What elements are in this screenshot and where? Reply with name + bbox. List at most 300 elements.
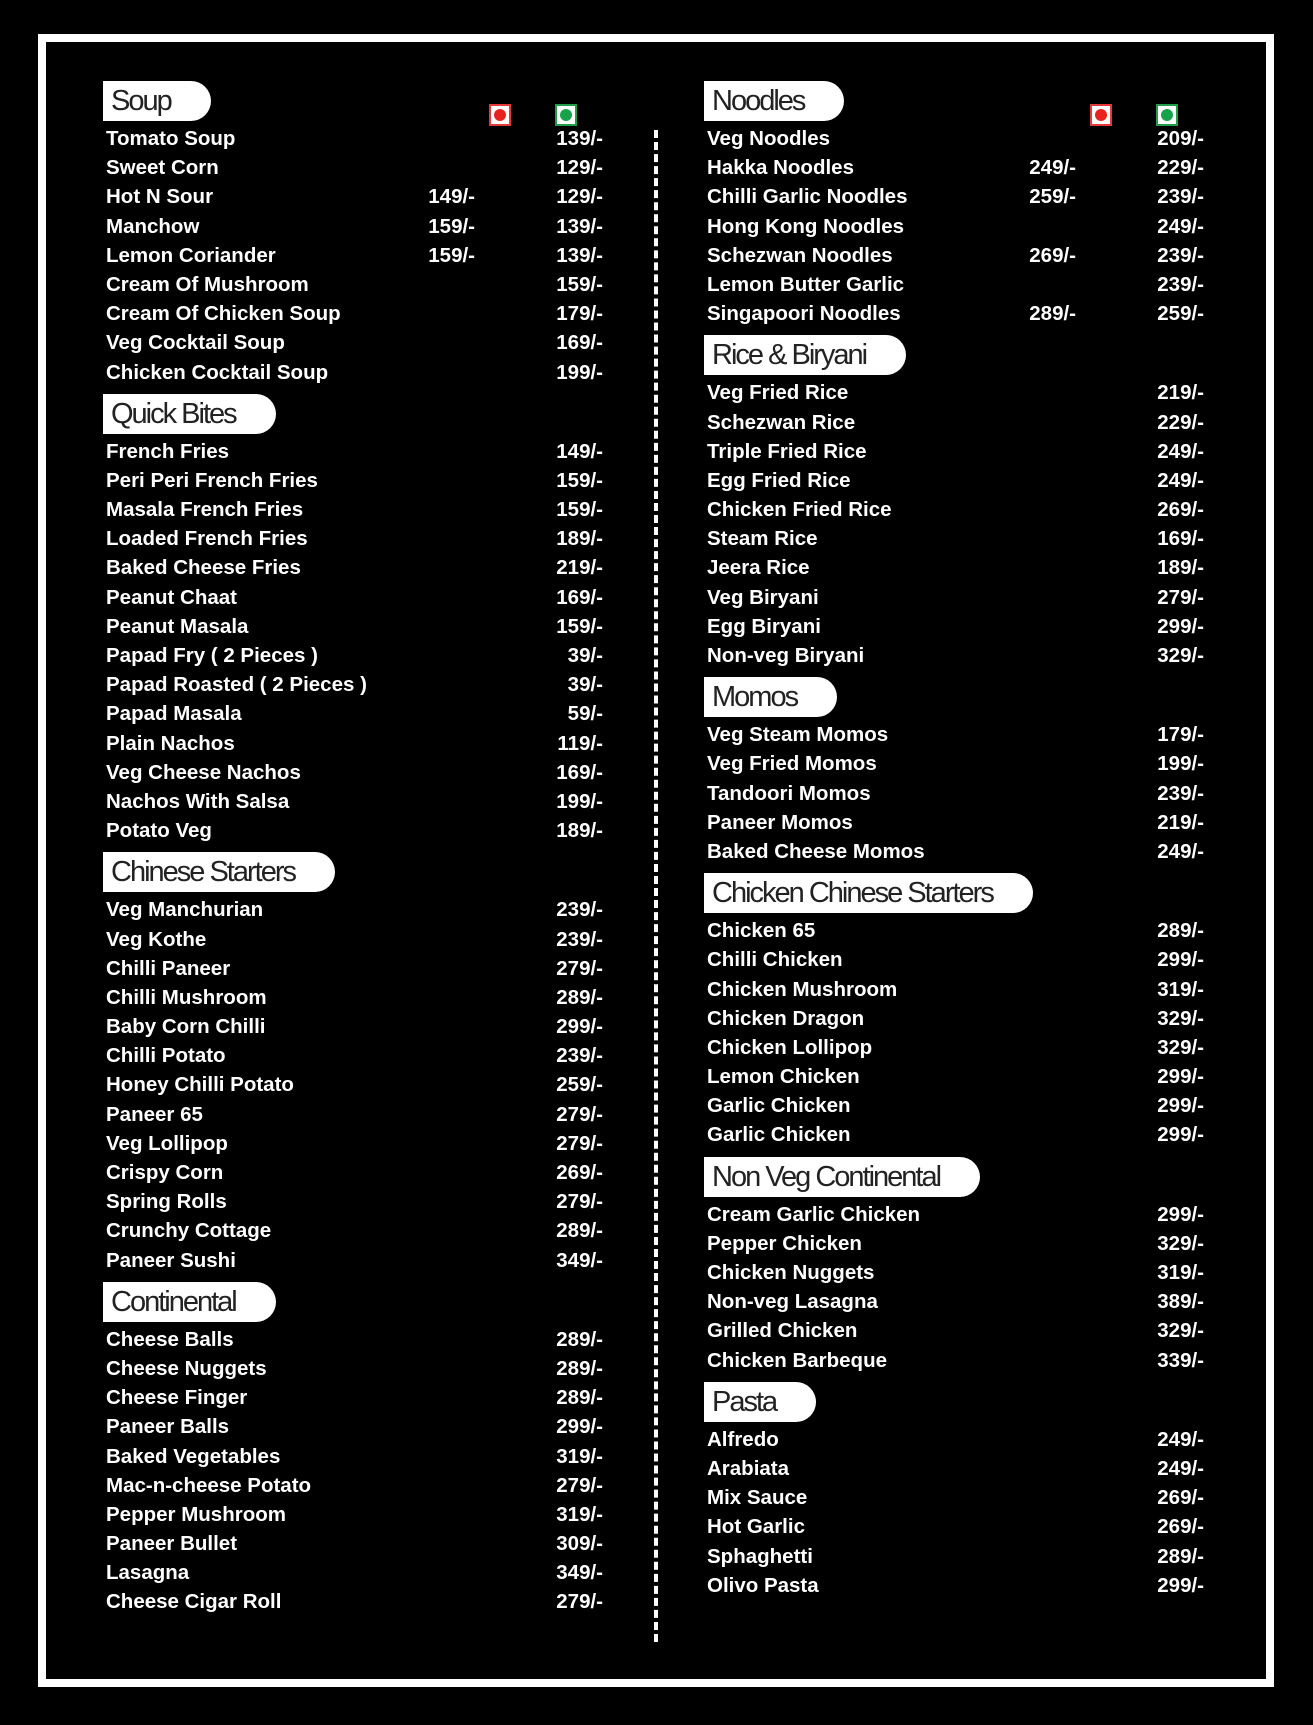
item-price-veg: 199/-: [556, 789, 603, 813]
menu-item: [704, 612, 1204, 641]
item-price-veg: 299/-: [556, 1415, 603, 1439]
item-name: Garlic Chicken: [707, 1094, 851, 1118]
item-price-veg: 289/-: [556, 1219, 603, 1243]
item-name: Non-veg Biryani: [707, 644, 865, 667]
item-price-veg: 159/-: [556, 272, 603, 296]
menu-item: [103, 1471, 603, 1500]
item-name: French Fries: [106, 439, 230, 463]
item-price-veg: 289/-: [556, 1356, 603, 1380]
item-name: Mix Sauce: [707, 1486, 808, 1510]
menu-item: [704, 945, 1204, 974]
menu-item: [704, 524, 1204, 553]
item-name: Chicken Cocktail Soup: [106, 360, 329, 384]
menu-item: [704, 1033, 1204, 1062]
menu-item: [103, 729, 603, 758]
menu-item: [103, 1158, 603, 1187]
item-name: Triple Fried Rice: [707, 439, 867, 463]
item-price-veg: 249/-: [1157, 214, 1204, 238]
item-price-veg: 279/-: [556, 1131, 603, 1155]
item-price-veg: 169/-: [1157, 527, 1204, 551]
menu-item: [704, 808, 1204, 837]
item-price-veg: 179/-: [1157, 723, 1204, 747]
item-name: Garlic Chicken: [707, 1123, 851, 1147]
item-name: Spring Rolls: [106, 1190, 227, 1214]
menu-item: [103, 670, 603, 699]
item-name: Cream Garlic Chicken: [707, 1202, 921, 1226]
item-name: Alfredo: [707, 1427, 779, 1451]
item-price-veg: 279/-: [556, 1102, 603, 1126]
nonveg-marker-icon: [1090, 104, 1112, 126]
item-name: Jeera Rice: [707, 556, 810, 580]
item-price-veg: 349/-: [556, 1248, 603, 1272]
item-price-veg: 249/-: [1157, 468, 1204, 492]
item-price-veg: 299/-: [1157, 1094, 1204, 1118]
item-name: Chicken Lollipop: [707, 1035, 873, 1059]
item-name: Chicken 65: [707, 919, 816, 943]
menu-item: [704, 749, 1204, 778]
menu-item: [704, 299, 1204, 328]
item-name: Veg Cocktail Soup: [106, 331, 285, 355]
item-name: Paneer Balls: [106, 1415, 230, 1439]
category-title: Noodles: [704, 81, 844, 121]
item-name: Veg Steam Momos: [707, 723, 889, 747]
menu-item: [704, 1454, 1204, 1483]
item-price-veg: 169/-: [556, 760, 603, 784]
item-price-veg: 299/-: [1157, 948, 1204, 972]
menu-item: [103, 524, 603, 553]
item-price-veg: 269/-: [556, 1161, 603, 1184]
item-name: Chicken Barbeque: [707, 1348, 887, 1372]
item-price-veg: 249/-: [1157, 839, 1204, 863]
item-name: Masala French Fries: [106, 498, 304, 522]
item-name: Veg Fried Momos: [707, 752, 877, 776]
item-name: Hakka Noodles: [707, 156, 854, 180]
item-price-veg: 289/-: [556, 1327, 603, 1351]
item-name: Chilli Garlic Noodles: [707, 185, 908, 209]
menu-item: [704, 1287, 1204, 1316]
item-price-veg: 279/-: [556, 1473, 603, 1497]
menu-section-chinese-starters: [103, 851, 603, 1274]
item-name: Peanut Masala: [106, 614, 249, 638]
item-price-veg: 199/-: [1157, 752, 1204, 776]
item-name: Peri Peri French Fries: [106, 468, 318, 492]
item-price-veg: 239/-: [1157, 272, 1204, 296]
nonveg-marker-dot: [1095, 109, 1107, 121]
item-name: Egg Biryani: [707, 614, 821, 638]
item-price-veg: 139/-: [556, 214, 603, 238]
item-name: Sphaghetti: [707, 1544, 813, 1568]
item-name: Mac-n-cheese Potato: [106, 1473, 312, 1497]
menu-item: [704, 779, 1204, 808]
item-name: Paneer Momos: [707, 810, 853, 834]
item-price-veg: 289/-: [556, 985, 603, 1009]
item-name: Veg Manchurian: [106, 898, 264, 922]
menu-item: [704, 837, 1204, 866]
item-name: Chilli Chicken: [707, 948, 843, 972]
item-price-veg: 189/-: [1157, 556, 1204, 580]
item-name: Singapoori Noodles: [707, 302, 901, 326]
item-price-veg: 239/-: [556, 927, 603, 951]
item-price-veg: 139/-: [556, 243, 603, 267]
menu-item: [704, 641, 1204, 670]
item-price-veg: 229/-: [1157, 156, 1204, 180]
item-name: Paneer 65: [106, 1102, 203, 1126]
menu-item: [704, 916, 1204, 945]
menu-section-rice-biryani: [704, 334, 1204, 670]
item-price-veg: 289/-: [1157, 1544, 1204, 1568]
item-price-veg: 259/-: [1157, 302, 1204, 326]
menu-item: [103, 1070, 603, 1099]
menu-item: [103, 182, 603, 211]
item-price-veg: 329/-: [1157, 1035, 1204, 1059]
item-name: Papad Masala: [106, 702, 242, 726]
item-price-veg: 159/-: [556, 498, 603, 522]
item-name: Chilli Mushroom: [106, 985, 267, 1009]
menu-item: [103, 153, 603, 182]
item-name: Tandoori Momos: [707, 781, 871, 805]
menu-item: [103, 895, 603, 924]
menu-item: [704, 1120, 1204, 1149]
item-name: Paneer Bullet: [106, 1532, 238, 1556]
item-price-veg: 299/-: [1157, 1065, 1204, 1089]
menu-item: [103, 1558, 603, 1587]
category-header: [704, 1381, 1204, 1425]
menu-item: [704, 495, 1204, 524]
item-name: Potato Veg: [106, 819, 212, 843]
item-name: Veg Kothe: [106, 927, 207, 951]
menu-item: [103, 466, 603, 495]
menu-column-right: [704, 80, 1204, 1600]
menu-item: [704, 212, 1204, 241]
menu-item: [103, 270, 603, 299]
category-title: Non Veg Continental: [704, 1157, 980, 1197]
nonveg-marker-dot: [494, 109, 506, 121]
menu-item: [103, 758, 603, 787]
item-name: Sweet Corn: [106, 156, 219, 180]
menu-section-chicken-chinese-starters: [704, 872, 1204, 1150]
item-name: Pepper Mushroom: [106, 1502, 286, 1526]
category-header: [704, 676, 1204, 720]
menu-item: [103, 495, 603, 524]
item-price-veg: 269/-: [1157, 1486, 1204, 1510]
category-header: [704, 80, 1204, 124]
item-price-veg: 239/-: [1157, 781, 1204, 805]
column-divider: [654, 130, 658, 1642]
item-price-veg: 159/-: [556, 614, 603, 638]
menu-item: [704, 437, 1204, 466]
item-name: Baked Cheese Fries: [106, 556, 301, 580]
menu-item: [103, 612, 603, 641]
item-price-veg: 269/-: [1157, 1515, 1204, 1539]
menu-item: [704, 1483, 1204, 1512]
menu-item: [704, 182, 1204, 211]
item-price-veg: 189/-: [556, 819, 603, 843]
menu-item: [103, 954, 603, 983]
nonveg-marker-icon: [489, 104, 511, 126]
item-name: Crispy Corn: [106, 1161, 224, 1184]
item-name: Veg Cheese Nachos: [106, 760, 301, 784]
item-price-veg: 279/-: [556, 1190, 603, 1214]
item-name: Paneer Sushi: [106, 1248, 236, 1272]
item-price-veg: 289/-: [1157, 919, 1204, 943]
item-price-veg: 389/-: [1157, 1290, 1204, 1314]
menu-column-left: [103, 80, 603, 1617]
menu-item: [103, 124, 603, 153]
item-price-veg: 129/-: [556, 185, 603, 209]
item-price-veg: 119/-: [557, 731, 603, 755]
category-header: [704, 1156, 1204, 1200]
item-name: Hot Garlic: [707, 1515, 805, 1539]
item-name: Schezwan Rice: [707, 410, 856, 434]
menu-item: [704, 270, 1204, 299]
item-price-veg: 279/-: [556, 956, 603, 980]
menu-item: [103, 1100, 603, 1129]
menu-item: [103, 241, 603, 270]
menu-item: [103, 1216, 603, 1245]
menu-item: [704, 720, 1204, 749]
item-price-veg: 239/-: [556, 898, 603, 922]
item-price-veg: 299/-: [1157, 1123, 1204, 1147]
menu-item: [704, 1542, 1204, 1571]
veg-marker-dot: [1161, 109, 1173, 121]
item-price-veg: 239/-: [1157, 243, 1204, 267]
item-name: Cheese Nuggets: [106, 1356, 267, 1380]
menu-item: [704, 583, 1204, 612]
item-price-veg: 339/-: [1157, 1348, 1204, 1372]
item-name: Cheese Cigar Roll: [106, 1590, 282, 1614]
menu-item: [103, 583, 603, 612]
menu-item: [704, 408, 1204, 437]
item-price-veg: 319/-: [1157, 977, 1204, 1001]
item-name: Cheese Finger: [106, 1386, 248, 1410]
menu-item: [704, 975, 1204, 1004]
menu-item: [704, 1200, 1204, 1229]
item-name: Papad Fry ( 2 Pieces ): [106, 644, 318, 667]
item-name: Chicken Nuggets: [707, 1261, 875, 1284]
category-header: [103, 80, 603, 124]
item-price-nonveg: 259/-: [1029, 185, 1076, 209]
item-price-veg: 239/-: [1157, 185, 1204, 209]
menu-item: [704, 1258, 1204, 1287]
veg-marker-dot: [560, 109, 572, 121]
item-price-veg: 199/-: [556, 360, 603, 384]
item-name: Arabiata: [707, 1456, 790, 1480]
item-price-veg: 249/-: [1157, 439, 1204, 463]
item-price-veg: 219/-: [1157, 810, 1204, 834]
category-title: Quick Bites: [103, 394, 276, 434]
menu-item: [103, 1187, 603, 1216]
category-title: Momos: [704, 677, 837, 717]
menu-item: [704, 1062, 1204, 1091]
menu-section-continental: [103, 1281, 603, 1617]
category-title: Chinese Starters: [103, 852, 335, 892]
item-name: Baked Vegetables: [106, 1444, 281, 1468]
item-name: Chicken Dragon: [707, 1006, 865, 1030]
item-price-nonveg: 289/-: [1029, 302, 1076, 326]
menu-item: [103, 1246, 603, 1275]
item-price-veg: 319/-: [556, 1502, 603, 1526]
item-name: Grilled Chicken: [707, 1319, 858, 1343]
item-price-veg: 229/-: [1157, 410, 1204, 434]
item-name: Baby Corn Chilli: [106, 1015, 266, 1039]
menu-item: [103, 1529, 603, 1558]
menu-item: [704, 1571, 1204, 1600]
item-price-veg: 259/-: [556, 1073, 603, 1097]
category-header: [704, 334, 1204, 378]
menu-item: [103, 1587, 603, 1616]
item-price-veg: 349/-: [556, 1561, 603, 1585]
menu-item: [103, 1442, 603, 1471]
menu-item: [103, 983, 603, 1012]
menu-item: [103, 787, 603, 816]
menu-section-non-veg-continental: [704, 1156, 1204, 1375]
menu-item: [103, 328, 603, 357]
menu-item: [103, 212, 603, 241]
item-price-veg: 279/-: [1157, 585, 1204, 609]
menu-item: [103, 1041, 603, 1070]
item-name: Veg Biryani: [707, 585, 819, 609]
item-price-veg: 129/-: [556, 156, 603, 180]
item-price-veg: 159/-: [556, 468, 603, 492]
item-price-nonveg: 249/-: [1029, 156, 1076, 180]
item-name: Honey Chilli Potato: [106, 1073, 294, 1097]
menu-item: [704, 1229, 1204, 1258]
item-name: Papad Roasted ( 2 Pieces ): [106, 673, 367, 697]
menu-item: [704, 1346, 1204, 1375]
menu-item: [704, 1316, 1204, 1345]
item-name: Veg Fried Rice: [707, 381, 849, 405]
item-price-veg: 319/-: [1157, 1261, 1204, 1284]
item-price-veg: 249/-: [1157, 1427, 1204, 1451]
item-price-veg: 269/-: [1157, 498, 1204, 522]
item-name: Peanut Chaat: [106, 585, 237, 609]
item-price-veg: 279/-: [556, 1590, 603, 1614]
menu-item: [704, 1425, 1204, 1454]
item-name: Hong Kong Noodles: [707, 214, 905, 238]
menu-item: [103, 1354, 603, 1383]
menu-section-pasta: [704, 1381, 1204, 1600]
item-price-veg: 299/-: [1157, 614, 1204, 638]
item-name: Steam Rice: [707, 527, 818, 551]
item-price-veg: 329/-: [1157, 1231, 1204, 1255]
veg-marker-icon: [1156, 104, 1178, 126]
item-price-nonveg: 159/-: [428, 243, 475, 267]
category-title: Rice & Biryani: [704, 335, 906, 375]
menu-item: [103, 437, 603, 466]
menu-item: [704, 241, 1204, 270]
category-title: Chicken Chinese Starters: [704, 873, 1033, 913]
item-name: Lemon Butter Garlic: [707, 272, 905, 296]
category-header: [103, 1281, 603, 1325]
item-price-veg: 319/-: [556, 1444, 603, 1468]
menu-item: [103, 1012, 603, 1041]
menu-item: [704, 553, 1204, 582]
item-price-veg: 299/-: [556, 1015, 603, 1039]
menu-section-quick-bites: [103, 393, 603, 846]
menu-item: [704, 1004, 1204, 1033]
item-name: Chilli Paneer: [106, 956, 231, 980]
menu-item: [704, 466, 1204, 495]
menu-item: [103, 358, 603, 387]
item-name: Pepper Chicken: [707, 1231, 862, 1255]
item-name: Schezwan Noodles: [707, 243, 893, 267]
item-name: Lemon Chicken: [707, 1065, 860, 1089]
item-name: Nachos With Salsa: [106, 789, 290, 813]
item-price-veg: 299/-: [1157, 1202, 1204, 1226]
item-price-veg: 219/-: [556, 556, 603, 580]
menu-section-soup: [103, 80, 603, 387]
category-title: Soup: [103, 81, 211, 121]
item-price-veg: 249/-: [1157, 1456, 1204, 1480]
item-name: Lasagna: [106, 1561, 190, 1585]
item-name: Hot N Sour: [106, 185, 214, 209]
item-price-veg: 39/-: [567, 644, 603, 667]
item-price-veg: 329/-: [1157, 1319, 1204, 1343]
item-price-nonveg: 269/-: [1029, 243, 1076, 267]
item-price-veg: 139/-: [556, 127, 603, 150]
item-name: Cheese Balls: [106, 1327, 234, 1351]
item-price-veg: 289/-: [556, 1386, 603, 1410]
item-price-veg: 209/-: [1157, 127, 1204, 150]
item-price-nonveg: 159/-: [428, 214, 475, 238]
item-name: Chicken Mushroom: [707, 977, 898, 1001]
item-price-veg: 59/-: [567, 702, 603, 726]
item-name: Veg Noodles: [707, 127, 831, 150]
menu-item: [103, 925, 603, 954]
menu-item: [103, 299, 603, 328]
item-price-veg: 179/-: [556, 302, 603, 326]
item-price-veg: 149/-: [556, 439, 603, 463]
menu-section-noodles: [704, 80, 1204, 328]
item-price-veg: 329/-: [1157, 1006, 1204, 1030]
menu-item: [103, 1383, 603, 1412]
category-title: Continental: [103, 1282, 276, 1322]
menu-item: [704, 124, 1204, 153]
menu-item: [103, 1129, 603, 1158]
item-name: Manchow: [106, 214, 200, 238]
item-name: Crunchy Cottage: [106, 1219, 272, 1243]
menu-item: [103, 1500, 603, 1529]
menu-item: [103, 816, 603, 845]
item-price-veg: 299/-: [1157, 1573, 1204, 1597]
item-name: Veg Lollipop: [106, 1131, 228, 1155]
item-price-veg: 239/-: [556, 1044, 603, 1068]
menu-item: [103, 699, 603, 728]
item-price-veg: 219/-: [1157, 381, 1204, 405]
item-price-veg: 189/-: [556, 527, 603, 551]
veg-marker-icon: [555, 104, 577, 126]
category-title: Pasta: [704, 1382, 816, 1422]
item-name: Egg Fried Rice: [707, 468, 851, 492]
item-name: Plain Nachos: [106, 731, 235, 755]
menu-item: [704, 1512, 1204, 1541]
item-price-veg: 169/-: [556, 585, 603, 609]
item-price-veg: 39/-: [567, 673, 603, 697]
menu-section-momos: [704, 676, 1204, 866]
item-price-veg: 169/-: [556, 331, 603, 355]
category-header: [103, 851, 603, 895]
item-name: Cream Of Chicken Soup: [106, 302, 341, 326]
menu-item: [103, 1412, 603, 1441]
item-name: Baked Cheese Momos: [707, 839, 925, 863]
menu-item: [103, 1325, 603, 1354]
category-header: [103, 393, 603, 437]
item-name: Chicken Fried Rice: [707, 498, 892, 522]
item-price-veg: 309/-: [556, 1532, 603, 1556]
item-name: Non-veg Lasagna: [707, 1290, 878, 1314]
menu-item: [704, 153, 1204, 182]
item-price-veg: 329/-: [1157, 644, 1204, 667]
